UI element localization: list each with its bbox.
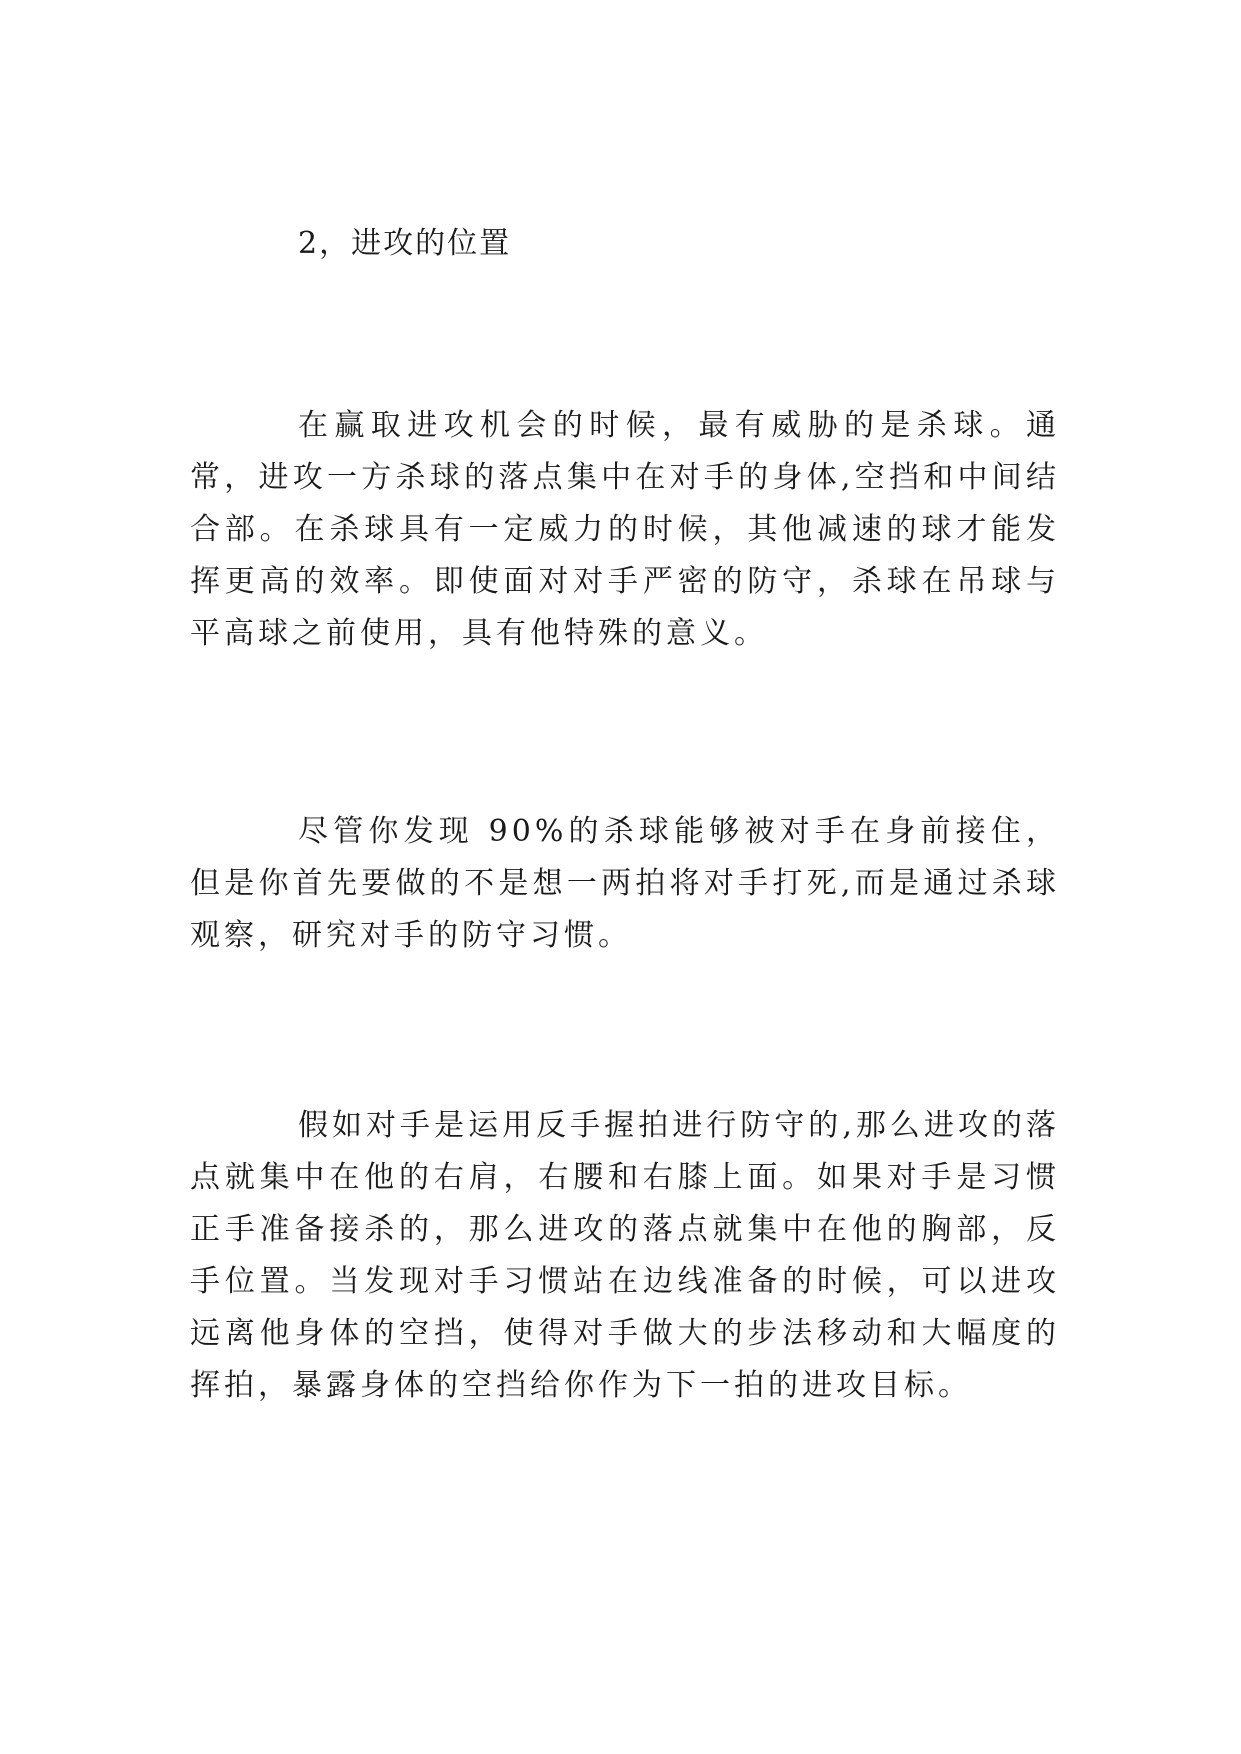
paragraph-smash-threat: 在赢取进攻机会的时候，最有威胁的是杀球。通常，进攻一方杀球的落点集中在对手的身体,空挡和中间结合部。在杀球具有一定威力的时候，其他减速的球才能发挥更高的效率。即使面对对手严密的防守，杀球在吊球与平高球之前使用，具有他特殊的意义。 <box>190 408 1060 651</box>
paragraph-attack-targets: 假如对手是运用反手握拍进行防守的,那么进攻的落点就集中在他的右肩，右腰和右膝上面。如果对手是习惯正手准备接杀的，那么进攻的落点就集中在他的胸部，反手位置。当发现对手习惯站在边线准备的时候，可以进攻远离他身体的空挡，使得对手做大的步法移动和大幅度的挥拍，暴露身体的空挡给你作为下一拍的进攻目标。 <box>190 1108 1060 1403</box>
paragraph-observe-defense: 尽管你发现 90%的杀球能够被对手在身前接住，但是你首先要做的不是想一两拍将对手打死,而是通过杀球观察，研究对手的防守习惯。 <box>190 814 1060 953</box>
section-heading: 2，进攻的位置 <box>298 226 512 261</box>
